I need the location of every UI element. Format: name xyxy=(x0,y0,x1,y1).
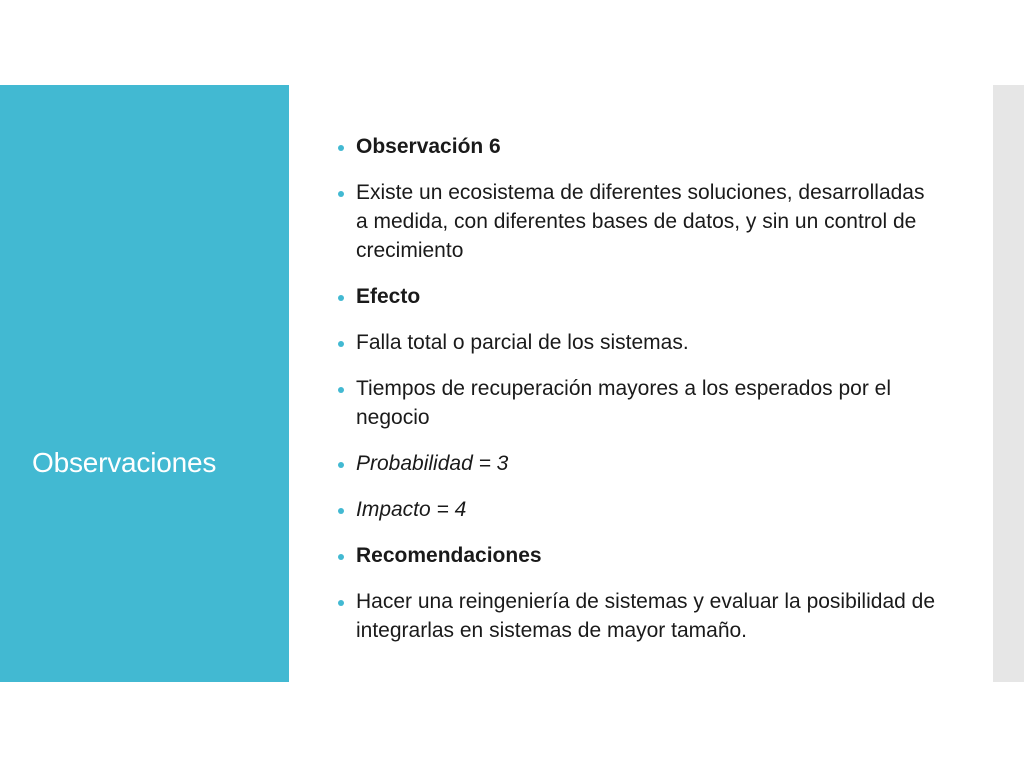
bullet-item xyxy=(338,587,938,645)
bullet-heading-efecto xyxy=(338,282,938,311)
bullet-text: Efecto xyxy=(356,285,421,308)
bullet-dot-icon xyxy=(338,191,344,197)
bullet-dot-icon xyxy=(338,341,344,347)
side-strip xyxy=(993,85,1024,682)
bullet-dot-icon xyxy=(338,462,344,468)
bullet-text: Existe un ecosistema de diferentes soluciones, desarrolladas a medida, con diferentes bases de datos, y sin un control de crecimiento xyxy=(356,181,925,262)
bullet-text: Impacto = 4 xyxy=(356,498,467,521)
bullet-text: Tiempos de recuperación mayores a los esperados por el negocio xyxy=(356,377,891,429)
bullet-text: Probabilidad = 3 xyxy=(356,452,509,475)
bullet-text: Hacer una reingeniería de sistemas y evaluar la posibilidad de integrarlas en sistemas de mayor tamaño. xyxy=(356,590,935,642)
bullet-dot-icon xyxy=(338,600,344,606)
slide-title: Observaciones xyxy=(32,447,217,478)
bullet-item xyxy=(338,178,938,265)
bullet-dot-icon xyxy=(338,508,344,514)
bullet-heading-recomendaciones xyxy=(338,541,938,570)
bullet-text: Recomendaciones xyxy=(356,544,542,567)
bullet-text: Observación 6 xyxy=(356,135,501,158)
title-panel xyxy=(0,85,289,682)
bullet-dot-icon xyxy=(338,145,344,151)
bullet-list xyxy=(338,132,938,662)
bullet-item xyxy=(338,328,938,357)
bullet-text: Falla total o parcial de los sistemas. xyxy=(356,331,689,354)
bullet-dot-icon xyxy=(338,295,344,301)
bullet-impacto xyxy=(338,495,938,524)
bullet-probabilidad xyxy=(338,449,938,478)
bullet-item xyxy=(338,374,938,432)
bullet-heading-observacion xyxy=(338,132,938,161)
bullet-dot-icon xyxy=(338,554,344,560)
bullet-dot-icon xyxy=(338,387,344,393)
